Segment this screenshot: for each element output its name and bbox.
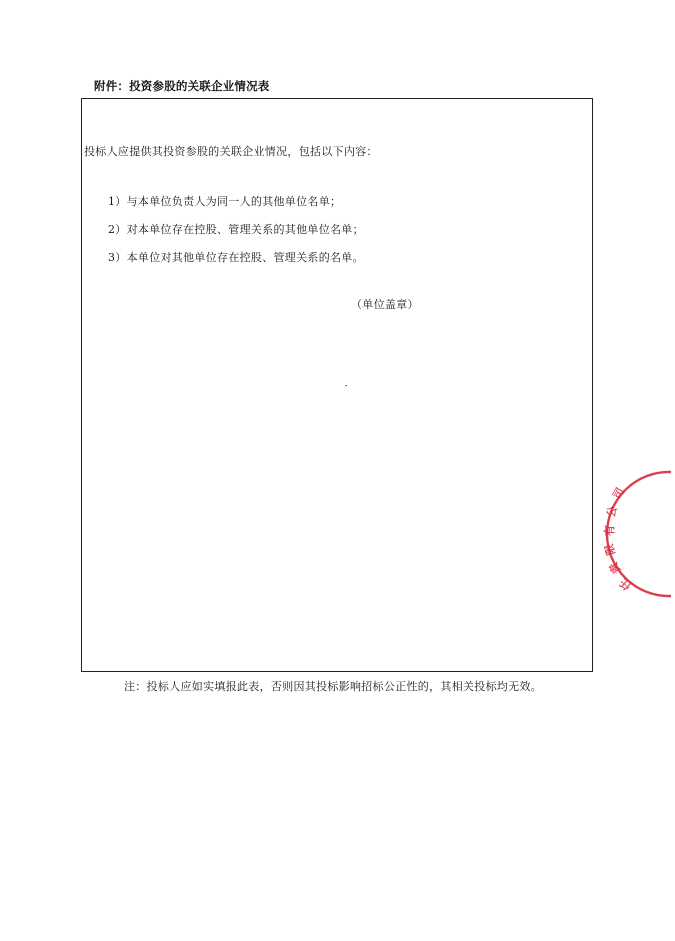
svg-text:任: 任 bbox=[617, 575, 634, 593]
seal-note: （单位盖章） bbox=[351, 298, 419, 311]
footnote: 注：投标人应如实填报此表，否则因其投标影响招标公正性的，其相关投标均无效。 bbox=[124, 680, 543, 693]
svg-text:司: 司 bbox=[610, 485, 628, 502]
scan-speck bbox=[345, 385, 347, 386]
intro-text: 投标人应提供其投资参股的关联企业情况，包括以下内容： bbox=[84, 145, 378, 158]
svg-text:责: 责 bbox=[606, 559, 624, 576]
list-item: 2）对本单位存在控股、管理关系的其他单位名单； bbox=[108, 223, 364, 236]
list-item: 3）本单位对其他单位存在控股、管理关系的名单。 bbox=[108, 251, 364, 264]
list-item: 1）与本单位负责人为同一人的其他单位名单； bbox=[108, 195, 342, 208]
page-heading: 附件：投资参股的关联企业情况表 bbox=[94, 79, 270, 93]
svg-text:有: 有 bbox=[603, 525, 616, 536]
company-seal-stamp bbox=[602, 470, 675, 600]
svg-text:公: 公 bbox=[604, 504, 620, 519]
table-frame bbox=[81, 98, 593, 672]
svg-text:限: 限 bbox=[602, 542, 618, 557]
